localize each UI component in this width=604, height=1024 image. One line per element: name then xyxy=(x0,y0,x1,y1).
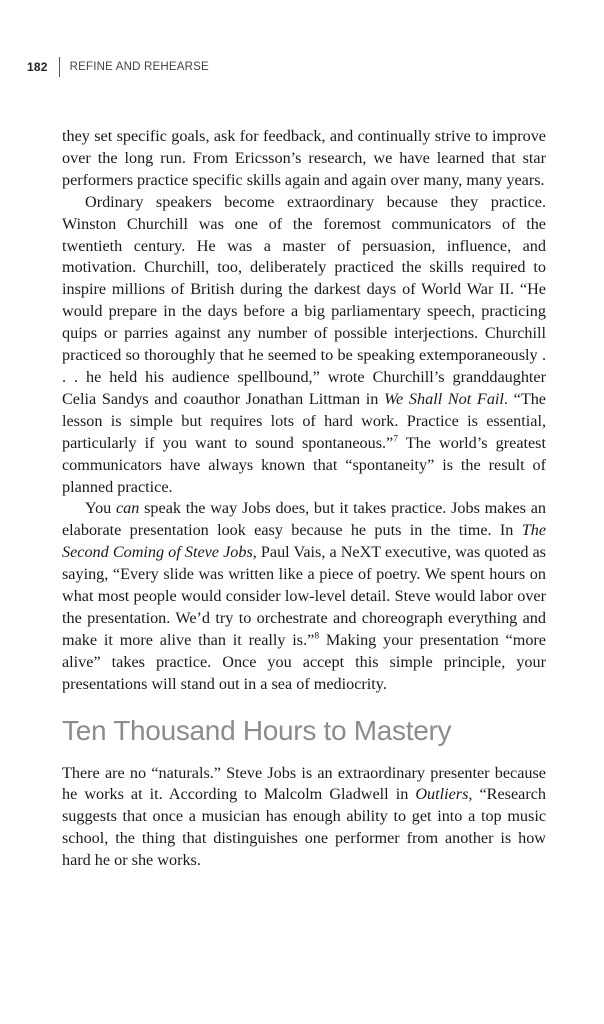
running-head xyxy=(27,57,209,77)
paragraph-text: The world’s greatest communicators have always known that “spontaneity” is the result of planned practice. xyxy=(62,433,546,496)
paragraph-continuation xyxy=(62,126,546,192)
body-text xyxy=(62,126,546,872)
book-title: The Second Coming of Steve Jobs xyxy=(62,521,546,562)
paragraph-text: Ordinary speakers become extraordinary because they practice. Winston Churchill was one of the foremost communicators of the twentieth century. He was a master of persuasion, influence, and motivation. Churchill, too, deliberately practiced the skills required to inspire millions of British during the darkest days of World War II. “He would prepare in the days before a big parliamentary speech, practicing quips or parries against any number of possible interjections. Churchill practiced so thoroughly that he seemed to be speaking extemporaneously . . . he held his audience spellbound,” wrote Churchill’s granddaughter Celia Sandys and coauthor Jonathan Littman in xyxy=(62,192,546,408)
paragraph-text: There are no “naturals.” Steve Jobs is an extraordinary presenter because he works at it. According to Malcolm Gladwell in xyxy=(62,763,546,804)
page-number: 182 xyxy=(27,60,48,74)
paragraph-text: , “Research suggests that once a musician has enough ability to get into a top music school, the thing that distinguishes one performer from another is how hard he or she works. xyxy=(62,785,546,870)
paragraph-text: , Paul Vais, a NeXT executive, was quoted as saying, “Every slide was written like a piece of poetry. We spent hours on what most people would consider low-level detail. Steve would labor over the presentation. We’d try to orchestrate and choreograph everything and make it more alive than it really is.” xyxy=(62,543,546,649)
book-title: Outliers xyxy=(415,785,469,804)
paragraph-text: You xyxy=(85,499,116,518)
paragraph-churchill xyxy=(62,192,546,499)
paragraph-text: Making your presentation “more alive” takes practice. Once you accept this simple principle, your presentations will stand out in a sea of mediocrity. xyxy=(62,630,546,693)
paragraph-text: speak the way Jobs does, but it takes practice. Jobs makes an elaborate presentation look easy because he puts in the time. In xyxy=(62,499,546,540)
book-title: We Shall Not Fail xyxy=(384,389,504,408)
paragraph-text: . “The lesson is simple but requires lots of hard work. Practice is essential, particularly if you want to sound spontaneous.” xyxy=(62,389,546,452)
header-divider xyxy=(59,57,60,77)
section-heading: Ten Thousand Hours to Mastery xyxy=(62,714,452,746)
paragraph-naturals xyxy=(62,763,546,873)
footnote-marker: 7 xyxy=(393,434,398,445)
paragraph-text: they set specific goals, ask for feedback, and continually strive to improve over the long run. From Ericsson’s research, we have learned that star performers practice specific skills again and again over many, many years. xyxy=(62,127,546,189)
chapter-title: REFINE AND REHEARSE xyxy=(69,61,209,73)
footnote-marker: 8 xyxy=(314,631,320,642)
paragraph-jobs-practice xyxy=(62,498,546,695)
emphasis-text: can xyxy=(116,499,140,518)
